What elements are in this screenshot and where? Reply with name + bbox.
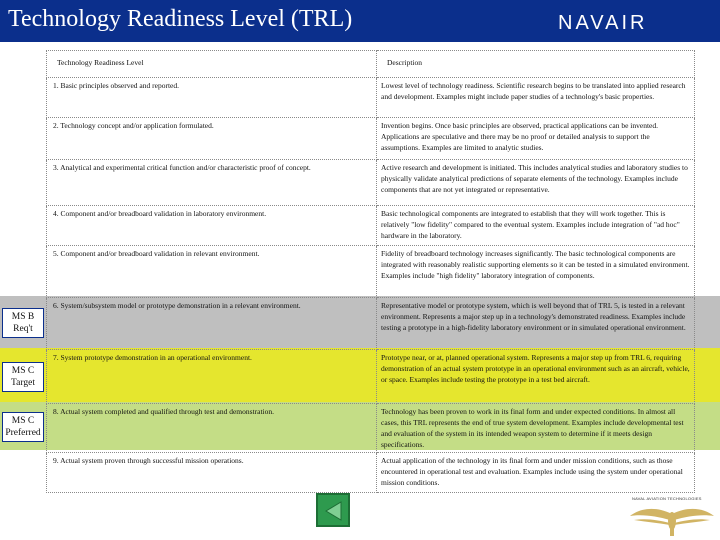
trl-description-cell: Representative model or prototype system, which is well beyond that of TRL 5, is tested in a relevant environment. Represents a major step up in a technology's demonstrated readiness. Examples include testing a prototype in a high-fidelity laboratory environment or in simulated operational environment. (377, 298, 695, 350)
trl-level-cell: 8. Actual system completed and qualified through test and demonstration. (47, 404, 377, 453)
trl-level-cell: 9. Actual system proven through successful mission operations. (47, 453, 377, 493)
trl-level-cell: 2. Technology concept and/or application formulated. (47, 118, 377, 160)
trl-level-cell: 1. Basic principles observed and reported. (47, 78, 377, 118)
header-description: Description (377, 51, 695, 78)
trl-description-cell: Actual application of the technology in its final form and under mission conditions, such as those encountered in operational test and evaluation. Examples include using the system under operational mission conditions. (377, 453, 695, 493)
table-row (47, 206, 695, 246)
table-row (47, 298, 695, 350)
msc-preferred-label: MS C Preferred (2, 412, 44, 442)
trl-description-cell: Invention begins. Once basic principles are observed, practical applications can be invented. Applications are speculative and there may be no proof or detailed analysis to support the assumptions. Examples are limited to analytic studies. (377, 118, 695, 160)
trl-level-cell: 3. Analytical and experimental critical function and/or characteristic proof of concept. (47, 160, 377, 206)
naval-aviation-footer-text: NAVAL AVIATION TECHNOLOGIES (632, 496, 702, 501)
trl-description-cell: Technology has been proven to work in its final form and under expected conditions. In almost all cases, this TRL represents the end of true system development. Examples include developmental test and evaluation of the system in its intended weapon system to determine if it meets design specifications. (377, 404, 695, 453)
header-level: Technology Readiness Level (47, 51, 377, 78)
navair-logo (558, 8, 714, 34)
trl-level-cell: 5. Component and/or breadboard validation in relevant environment. (47, 246, 377, 298)
trl-level-cell: 6. System/subsystem model or prototype demonstration in a relevant environment. (47, 298, 377, 350)
msb-requirement-label: MS B Req't (2, 308, 44, 338)
trl-table (46, 50, 695, 493)
trl-description-cell: Active research and development is initiated. This includes analytical studies and laboratory studies to physically validate analytical predictions of separate elements of the technology. Examples include components that are not yet integrated or representative. (377, 160, 695, 206)
table-row (47, 453, 695, 493)
msc-target-label: MS C Target (2, 362, 44, 392)
navair-logo-text: NAVAIR (558, 12, 648, 34)
table-row (47, 78, 695, 118)
trl-level-cell: 7. System prototype demonstration in an operational environment. (47, 350, 377, 404)
back-button[interactable] (316, 493, 350, 527)
trl-level-cell: 4. Component and/or breadboard validation in laboratory environment. (47, 206, 377, 246)
trl-description-cell: Prototype near, or at, planned operational system. Represents a major step up from TRL 6, requiring demonstration of an actual system prototype in an operational environment such as an aircraft, vehicle, or space. Examples include testing the prototype in a test bed aircraft. (377, 350, 695, 404)
table-header-row (47, 51, 695, 78)
back-arrow-icon (324, 500, 344, 522)
table-row (47, 350, 695, 404)
trl-description-cell: Lowest level of technology readiness. Scientific research begins to be translated into applied research and development. Examples might include paper studies of a technology's basic properties. (377, 78, 695, 118)
table-row (47, 118, 695, 160)
table-row (47, 404, 695, 453)
table-row (47, 246, 695, 298)
trl-description-cell: Fidelity of breadboard technology increases significantly. The basic technological components are integrated with reasonably realistic supporting elements so it can be tested in a simulated environment. Examples include "high fidelity" laboratory integration of components. (377, 246, 695, 298)
trl-description-cell: Basic technological components are integrated to establish that they will work together. This is relatively "low fidelity" compared to the eventual system. Examples include integration of "ad hoc" hardware in the laboratory. (377, 206, 695, 246)
table-row (47, 160, 695, 206)
title-bar (0, 0, 720, 42)
page-title: Technology Readiness Level (TRL) (8, 6, 353, 32)
